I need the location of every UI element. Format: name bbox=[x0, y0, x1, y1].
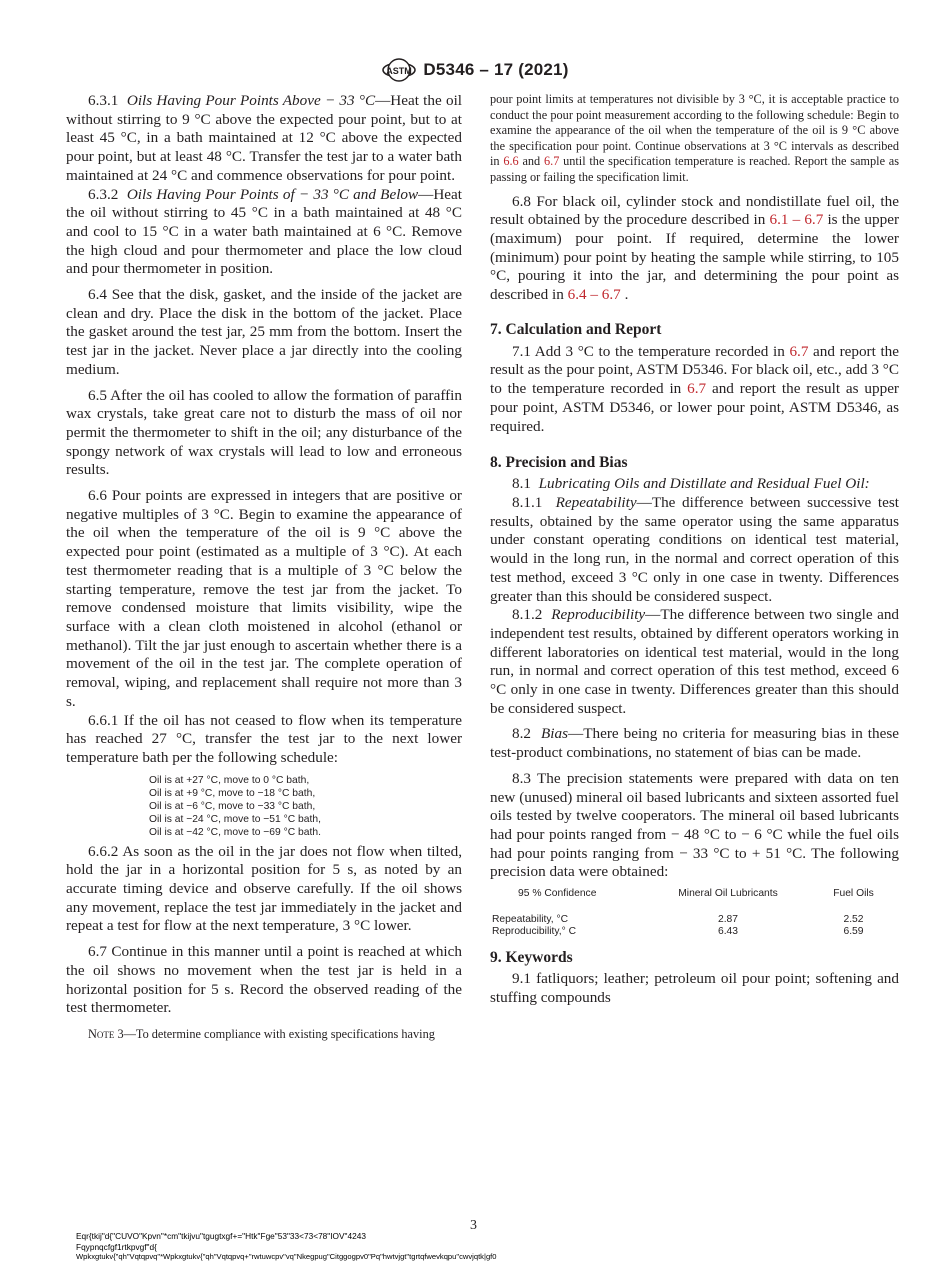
paragraph-9-1: 9.1 fatliquors; leather; petroleum oil pour point; softening and stuffing compounds bbox=[490, 970, 899, 1006]
paragraph-text: . bbox=[620, 286, 629, 304]
section-9-heading: 9. Keywords bbox=[490, 949, 573, 967]
footer-line: Eqr{tkij"d{"CUVO"Kpvn"*cm"tkijvu"tgugtxgf+="Htk"Fge"53"33<73<78"IOV"4243 bbox=[76, 1231, 366, 1241]
table-cell: 2.87 bbox=[717, 914, 739, 926]
note-text: 3—To determine compliance with existing specifications having bbox=[114, 1026, 435, 1041]
right-column bbox=[490, 92, 899, 1007]
note-label: Note bbox=[88, 1026, 115, 1041]
license-footer bbox=[76, 1231, 497, 1263]
table-cell: 6.59 bbox=[843, 926, 864, 938]
paragraph-6-4: 6.4 See that the disk, gasket, and the inside of the jacket are clean and dry. Place the disk in the bottom of the jacket. Place the gasket around the test jar, 25 mm from the bottom. Insert the test jar in the jacket. Never place a jar directly into the cooling medium. bbox=[66, 286, 462, 378]
note-3-continued bbox=[490, 92, 899, 186]
table-header-row bbox=[490, 888, 899, 900]
paragraph-text: —There being no criteria for measuring bias in these test-product combinations, no statement of bias can be made. bbox=[490, 725, 900, 762]
page-header bbox=[0, 56, 950, 84]
paragraph-8-1-1 bbox=[490, 494, 899, 606]
link-6-7[interactable]: 6.7 bbox=[543, 154, 560, 169]
footer-line: Fqypnqcfgf1rtkpvgf"d{ bbox=[76, 1241, 157, 1252]
note-3 bbox=[66, 1027, 462, 1043]
paragraph-6-5: 6.5 After the oil has cooled to allow the formation of paraffin wax crystals, take great care not to disturb the mass of oil nor permit the thermometer to shift in the oil; any disturbance of the spongy network of wax crystals will lead to low and erroneous results. bbox=[66, 386, 462, 479]
note-text: until the specification temperature is reached. Report the sample as passing or failing the specification limit. bbox=[490, 154, 900, 184]
link-6-7[interactable]: 6.7 bbox=[687, 380, 707, 398]
section-8-heading: 8. Precision and Bias bbox=[490, 454, 628, 472]
schedule-line: Oil is at −6 °C, move to −33 °C bath, bbox=[149, 801, 316, 813]
paragraph-text: —Heat the oil without stirring to 45 °C in a bath maintained at 48 °C and cool to 15 °C in a water bath maintained at 6 °C. Remove the high cloud and pour thermometer and place the low cloud and pour thermometer in position. bbox=[66, 185, 463, 278]
bath-schedule bbox=[149, 774, 462, 840]
paragraph-6-8 bbox=[490, 193, 899, 305]
astm-logo-icon bbox=[381, 56, 417, 84]
paragraph-text: and report the result as the pour point, ASTM D5346. For black oil, etc., add 3 °C to the temperature recorded in bbox=[490, 342, 900, 398]
precision-table bbox=[490, 888, 899, 938]
section-7-heading: 7. Calculation and Report bbox=[490, 320, 662, 338]
paragraph-text: 7.1 Add 3 °C to the temperature recorded in bbox=[512, 342, 790, 360]
table-header: Mineral Oil Lubricants bbox=[678, 888, 778, 900]
schedule-line: Oil is at −42 °C, move to −69 °C bath. bbox=[149, 827, 321, 839]
paragraph-6-7: 6.7 Continue in this manner until a point is reached at which the oil shows no movement when the test jar is held in a horizontal position for 5 s. Record the observed reading of the test thermometer. bbox=[66, 943, 462, 1017]
paragraph-6-3-1 bbox=[66, 92, 462, 186]
link-6-1-6-7[interactable]: 6.1 – 6.7 bbox=[769, 211, 824, 229]
link-6-7[interactable]: 6.7 bbox=[789, 342, 809, 360]
link-6-4-6-7[interactable]: 6.4 – 6.7 bbox=[567, 286, 621, 304]
paragraph-8-3: 8.3 The precision statements were prepared with data on ten new (unused) mineral oil based lubricants and sixteen assorted fuel oils tested by twelve cooperators. The mineral oil based lubricants had pour points ranged from − 48 °C to − 6 °C while the fuel oils had pour points ranging from − 33 °C to + 51 °C. The following precision data were obtained: bbox=[490, 769, 899, 881]
paragraph-7-1 bbox=[490, 343, 899, 437]
table-cell: Repeatability, °C bbox=[492, 914, 569, 926]
standard-designation: D5346 – 17 (2021) bbox=[423, 60, 569, 79]
paragraph-6-6: 6.6 Pour points are expressed in integers that are positive or negative multiples of 3 °C. Begin to examine the appearance of the oil when the temperature of the oil is 9 °C above the expected pour point (estimated as a multiple of 3 °C). At each test thermometer reading that is a multiple of 3 °C below the starting temperature, remove the test jar from the jacket. To remove condensed moisture that limits visibility, wipe the surface with a clean cloth moistened in alcohol (ethanol or methanol). Tilt the jar just enough to ascertain whether there is a movement of the oil in the test jar. The complete operation of removal, wiping, and replacement shall require not more than 3 s. bbox=[66, 487, 462, 710]
paragraph-title: Bias bbox=[541, 725, 569, 743]
note-text: pour point limits at temperatures not divisible by 3 °C, it is acceptable practice to conduct the pour point measurement according to the following schedule: Begin to examine the appearance of the oil when the temperature of the oil is 9 °C above the specification pour point. Continue observations at 3 °C intervals as described in bbox=[490, 92, 899, 169]
section-number: 8.2 bbox=[512, 725, 531, 743]
paragraph-title: Oils Having Pour Points of − 33 °C and Below bbox=[126, 185, 419, 203]
paragraph-title: Lubricating Oils and Distillate and Residual Fuel Oil: bbox=[538, 475, 870, 493]
schedule-line: Oil is at +27 °C, move to 0 °C bath, bbox=[149, 774, 310, 786]
section-number: 6.3.1 bbox=[88, 92, 119, 109]
table-cell: 2.52 bbox=[843, 914, 864, 926]
table-header: 95 % Confidence bbox=[518, 888, 597, 900]
svg-text:ASTM: ASTM bbox=[386, 66, 413, 76]
schedule-line: Oil is at +9 °C, move to −18 °C bath, bbox=[149, 787, 316, 799]
paragraph-6-6-2: 6.6.2 As soon as the oil in the jar does not flow when tilted, hold the jar in a horizontal position for 5 s, as noted by an accurate timing device and observe carefully. If the oil shows any movement, replace the test jar immediately in the jacket and repeat a test for flow at the next temperature, 3 °C lower. bbox=[66, 842, 462, 935]
table-cell: 6.43 bbox=[717, 926, 739, 938]
schedule-line: Oil is at −24 °C, move to −51 °C bath, bbox=[149, 814, 321, 826]
paragraph-title: Repeatability bbox=[555, 494, 637, 511]
table-row bbox=[490, 914, 899, 926]
paragraph-6-3-2 bbox=[66, 186, 462, 280]
table-row bbox=[490, 926, 899, 938]
paragraph-text: and report the result as upper pour point, ASTM D5346, or lower pour point, ASTM D5346, as required. bbox=[490, 380, 899, 435]
paragraph-title: Reproducibility bbox=[551, 606, 646, 624]
table-header: Fuel Oils bbox=[833, 888, 874, 900]
left-column bbox=[66, 92, 462, 1043]
paragraph-text: 6.8 For black oil, cylinder stock and nondistillate fuel oil, the result obtained by the procedure described in bbox=[490, 192, 899, 229]
paragraph-text: —Heat the oil without stirring to 9 °C above the expected pour point, but to at least 45 °C, in a bath maintained at 12 °C above the expected pour point, but at least 48 °C. Transfer the test jar to a water bath maintained at 24 °C and commence observations for pour point. bbox=[66, 92, 463, 184]
section-number: 8.1 bbox=[512, 475, 531, 493]
section-number: 6.3.2 bbox=[88, 185, 119, 203]
paragraph-8-1-2 bbox=[490, 606, 899, 718]
note-text: and bbox=[518, 154, 544, 169]
page-number: 3 bbox=[470, 1218, 477, 1233]
paragraph-text: —The difference between two single and independent test results, obtained by different operators working in different laboratories on identical test material, would in the long run, in normal and correct operation of this test method, exceed 6 °C only in one case in twenty. Differences greater than this should be considered suspect. bbox=[490, 606, 900, 717]
table-cell: Reproducibility,° C bbox=[492, 926, 577, 938]
section-number: 8.1.1 bbox=[512, 494, 543, 511]
paragraph-text: is the upper (maximum) pour point. If required, determine the lower (minimum) pour point by heating the sample while stirring, to 105 °C, pouring it into the jar, and determining the pour point as described in bbox=[490, 211, 900, 304]
section-number: 8.1.2 bbox=[512, 606, 543, 624]
paragraph-title: Oils Having Pour Points Above − 33 °C bbox=[126, 92, 376, 109]
paragraph-8-2 bbox=[490, 725, 899, 762]
link-6-6[interactable]: 6.6 bbox=[503, 154, 519, 169]
paragraph-text: —The difference between successive test results, obtained by the same operator using the same apparatus under constant operating conditions on identical test material, would in the long run, in the normal and correct operation of this test method, exceed 3 °C only in one case in twenty. Differences greater than this should be considered suspect. bbox=[490, 494, 900, 605]
footer-line: Wpkxgtukv{"qh"Vqtqpvq"*Wpkxgtukv{"qh"Vqtqpvq+"rwtuwcpv"vq"Nkegpug"Citggogpv0"Pq"hwtvjgt"tgrtqfwevkqpu"cwvjqtk|gf0 bbox=[76, 1252, 497, 1261]
paragraph-6-6-1: 6.6.1 If the oil has not ceased to flow when its temperature has reached 27 °C, transfer the test jar to the next lower temperature bath per the following schedule: bbox=[66, 711, 462, 766]
paragraph-8-1 bbox=[490, 475, 899, 494]
